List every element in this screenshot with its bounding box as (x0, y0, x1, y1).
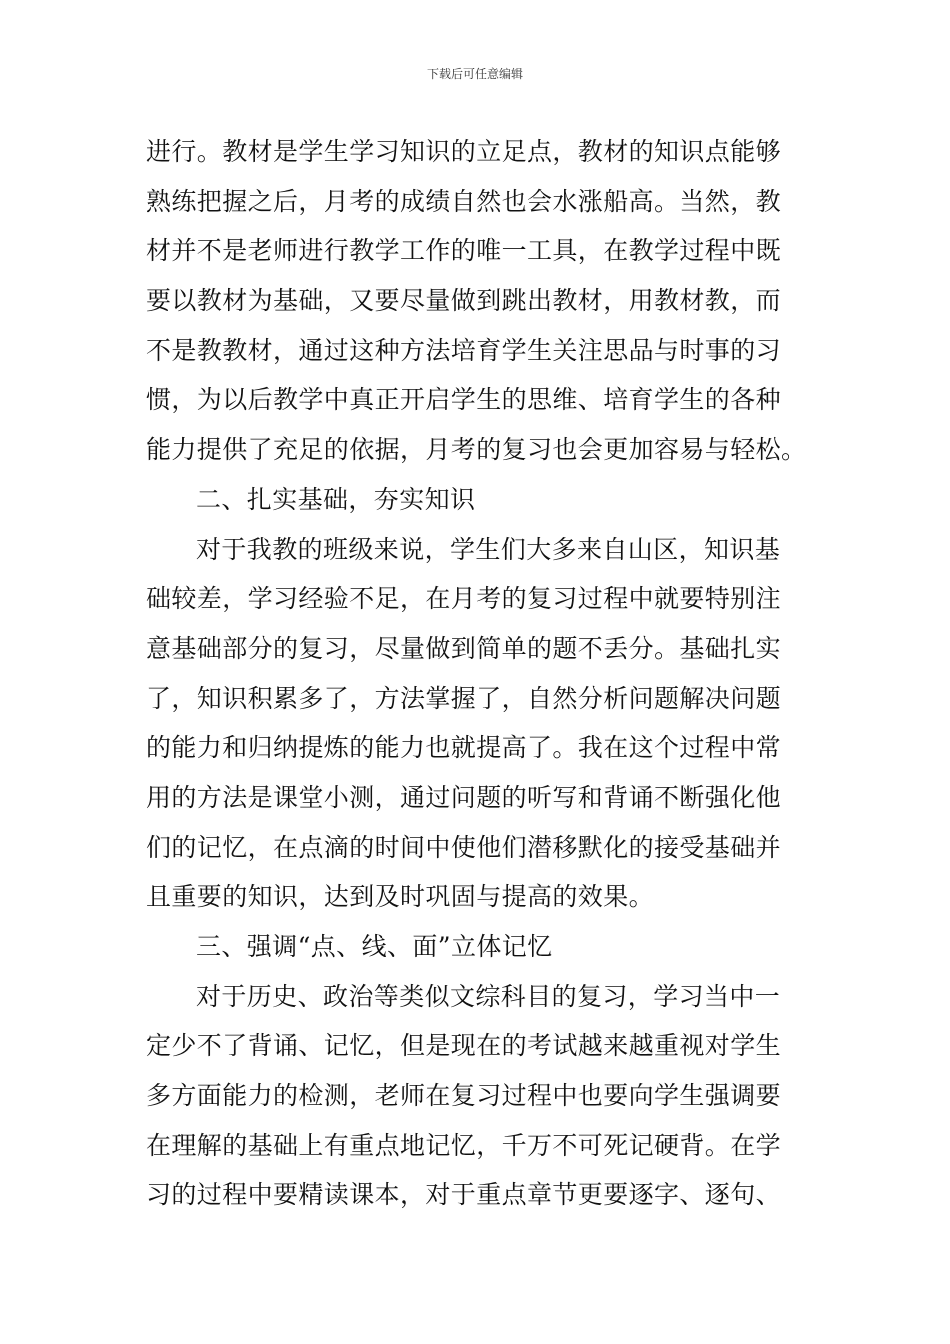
text-line: 要以教材为基础，又要尽量做到跳出教材，用教材教，而 (146, 286, 782, 316)
text-line: 对于我教的班级来说，学生们大多来自山区，知识基 (196, 534, 781, 564)
text-line: 多方面能力的检测，老师在复习过程中也要向学生强调要 (146, 1081, 782, 1111)
section-heading: 三、强调“点、线、面”立体记忆 (196, 932, 553, 961)
page-header: 下载后可任意编辑 (426, 67, 523, 81)
text-line: 习的过程中要精读课本，对于重点章节更要逐字、逐句、 (146, 1180, 782, 1210)
text-line: 用的方法是课堂小测，通过问题的听写和背诵不断强化他 (146, 782, 782, 812)
text-line: 础较差，学习经验不足，在月考的复习过程中就要特别注 (146, 584, 782, 614)
text-line: 进行。教材是学生学习知识的立足点，教材的知识点能够 (146, 137, 782, 166)
text-line: 对于历史、政治等类似文综科目的复习，学习当中一 (196, 981, 781, 1011)
text-line: 了，知识积累多了，方法掌握了，自然分析问题解决问题 (146, 683, 782, 713)
text-line: 材并不是老师进行教学工作的唯一工具，在教学过程中既 (146, 236, 782, 266)
text-line: 在理解的基础上有重点地记忆，千万不可死记硬背。在学 (146, 1130, 782, 1160)
text-line: 定少不了背诵、记忆，但是现在的考试越来越重视对学生 (146, 1031, 782, 1061)
text-line: 们的记忆，在点滴的时间中使他们潜移默化的接受基础并 (146, 832, 782, 862)
text-line: 能力提供了充足的依据，月考的复习也会更加容易与轻松。 (146, 435, 807, 465)
text-line: 惯，为以后教学中真正开启学生的思维、培育学生的各种 (146, 385, 782, 415)
text-line: 且重要的知识，达到及时巩固与提高的效果。 (146, 882, 655, 912)
document-body (146, 127, 806, 1220)
text-line: 意基础部分的复习，尽量做到简单的题不丢分。基础扎实 (146, 633, 782, 663)
section-heading: 二、扎实基础，夯实知识 (196, 484, 476, 514)
text-line: 的能力和归纳提炼的能力也就提高了。我在这个过程中常 (146, 733, 782, 763)
text-line: 熟练把握之后，月考的成绩自然也会水涨船高。当然，教 (146, 186, 782, 216)
text-line: 不是教教材，通过这种方法培育学生关注思品与时事的习 (146, 335, 782, 365)
